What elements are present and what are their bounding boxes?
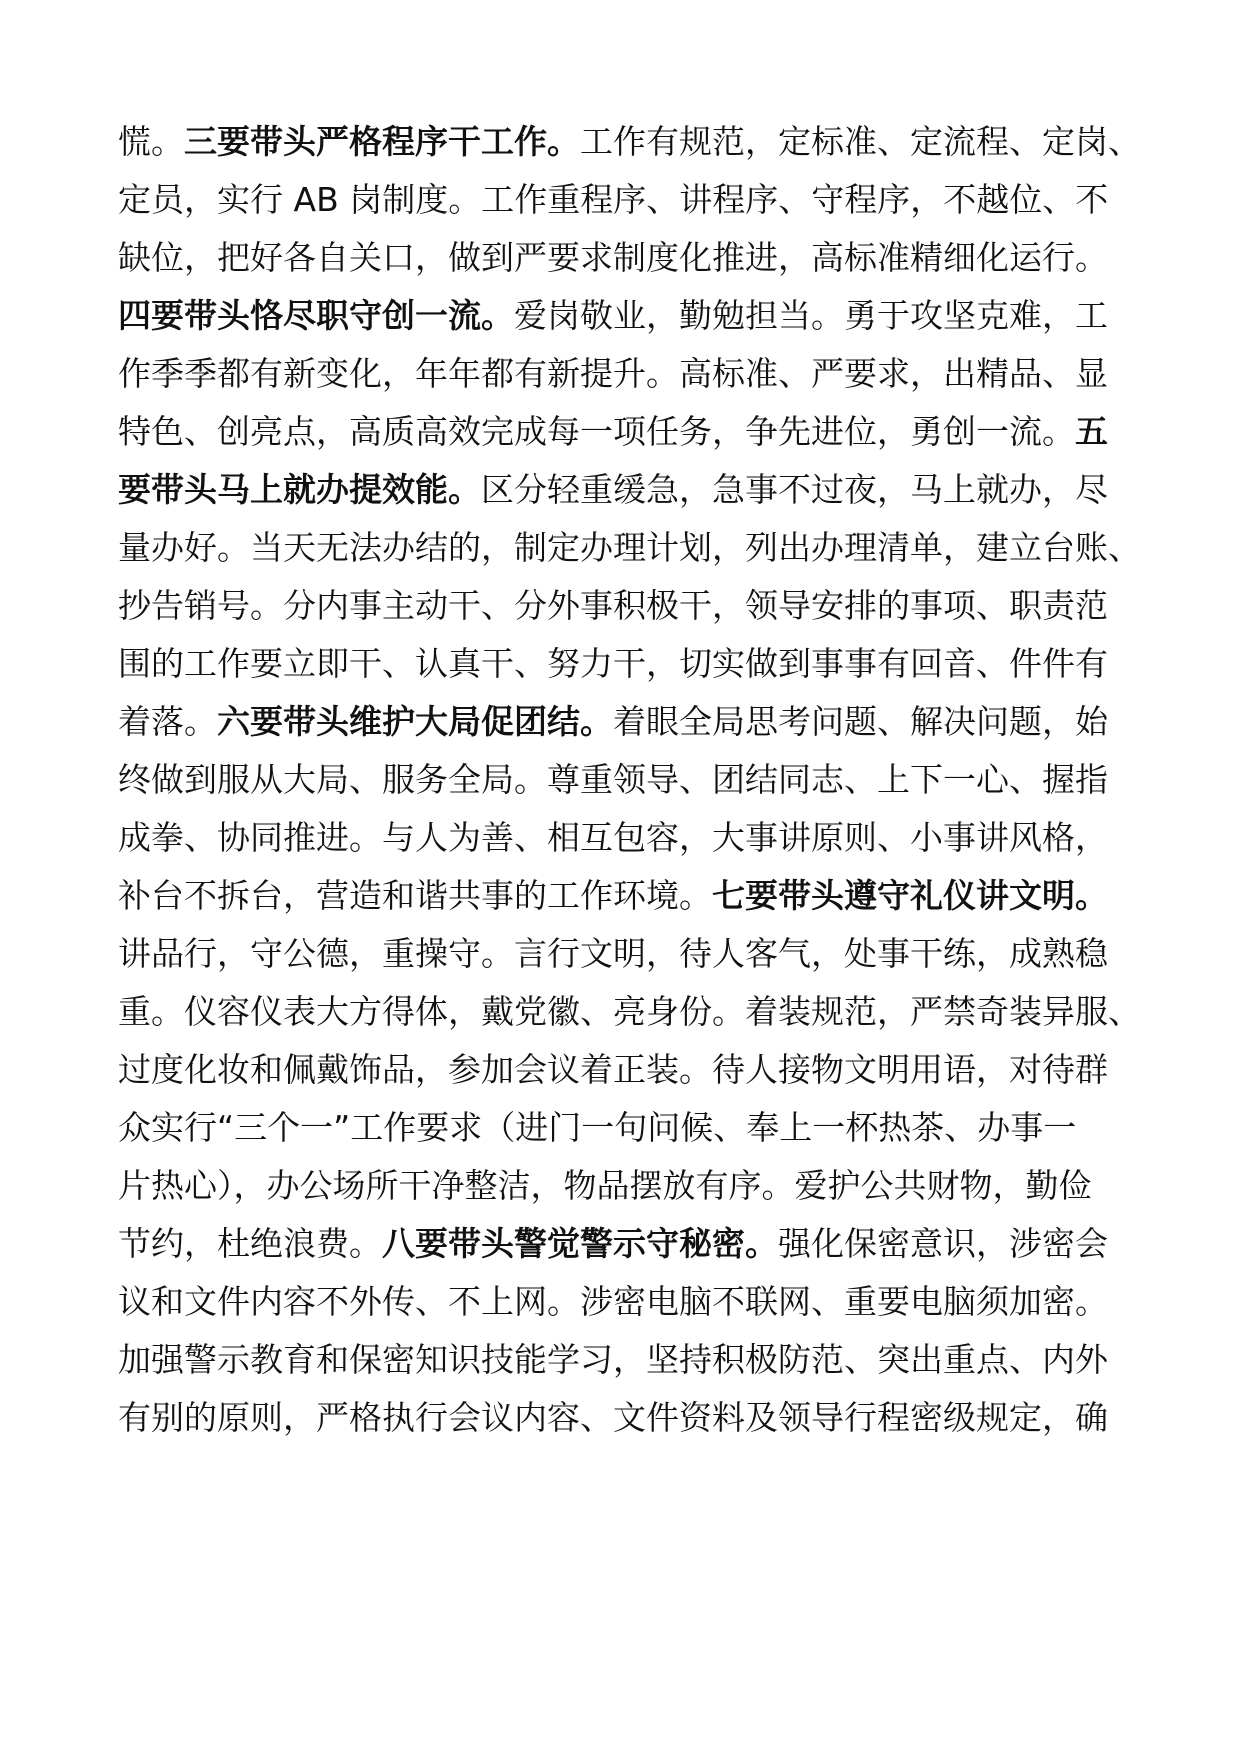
text-run: 围的工作要立即干、认真干、努力干，切实做到事事有回音、件件有 [118, 644, 1108, 683]
bold-heading-run: 八要带头警觉警示守秘密。 [382, 1224, 778, 1263]
text-line [118, 1212, 1128, 1276]
text-run: 议和文件内容不外传、不上网。涉密电脑不联网、重要电脑须加密。 [118, 1282, 1108, 1321]
bold-heading-run: 七要带头遵守礼仪讲文明。 [712, 876, 1108, 915]
text-run: 片热心），办公场所干净整洁，物品摆放有序。爱护公共财物，勤俭 [118, 1166, 1092, 1205]
text-line [118, 1038, 1128, 1102]
text-run: 终做到服从大局、服务全局。尊重领导、团结同志、上下一心、握指 [118, 760, 1108, 799]
text-line [118, 980, 1141, 1044]
bold-heading-run: 六要带头维护大局促团结。 [217, 702, 613, 741]
text-run: 加强警示教育和保密知识技能学习，坚持积极防范、突出重点、内外 [118, 1340, 1108, 1379]
text-run: 作季季都有新变化，年年都有新提升。高标准、严要求，出精品、显 [118, 354, 1108, 393]
text-run: 量办好。当天无法办结的，制定办理计划，列出办理清单，建立台账、 [118, 528, 1141, 567]
text-line [118, 516, 1141, 580]
text-line [118, 922, 1128, 986]
text-line [118, 1154, 1128, 1218]
text-run: 着眼全局思考问题、解决问题，始 [613, 702, 1108, 741]
text-run: 定员，实行 AB 岗制度。工作重程序、讲程序、守程序，不越位、不 [118, 180, 1109, 219]
text-line [118, 806, 1128, 870]
bold-heading-run: 五 [1075, 412, 1108, 451]
bold-heading-run: 要带头马上就办提效能。 [118, 470, 481, 509]
text-line [118, 1386, 1128, 1450]
text-run: 有别的原则，严格执行会议内容、文件资料及领导行程密级规定，确 [118, 1398, 1108, 1437]
text-run: 爱岗敬业，勤勉担当。勇于攻坚克难，工 [514, 296, 1108, 335]
text-line [118, 168, 1128, 232]
text-line [118, 864, 1128, 928]
text-run: 重。仪容仪表大方得体，戴党徽、亮身份。着装规范，严禁奇装异服、 [118, 992, 1141, 1031]
text-run: 众实行“三个一”工作要求（进门一句问候、奉上一杯热茶、办事一 [118, 1108, 1077, 1147]
text-run: 工作有规范，定标准、定流程、定岗、 [580, 122, 1141, 161]
text-line [118, 574, 1128, 638]
text-line [118, 342, 1128, 406]
text-run: 着落。 [118, 702, 217, 741]
text-line [118, 284, 1128, 348]
text-line [118, 110, 1141, 174]
text-line [118, 1328, 1128, 1392]
text-line [118, 400, 1128, 464]
text-run: 过度化妆和佩戴饰品，参加会议着正装。待人接物文明用语，对待群 [118, 1050, 1108, 1089]
text-run: 缺位，把好各自关口，做到严要求制度化推进，高标准精细化运行。 [118, 238, 1108, 277]
text-line [118, 226, 1128, 290]
text-run: 强化保密意识，涉密会 [778, 1224, 1108, 1263]
text-run: 讲品行，守公德，重操守。言行文明，待人客气，处事干练，成熟稳 [118, 934, 1108, 973]
text-line [118, 1096, 1128, 1160]
text-run: 区分轻重缓急，急事不过夜，马上就办，尽 [481, 470, 1108, 509]
bold-heading-run: 四要带头恪尽职守创一流。 [118, 296, 514, 335]
text-run: 抄告销号。分内事主动干、分外事积极干，领导安排的事项、职责范 [118, 586, 1108, 625]
text-run: 慌。 [118, 122, 184, 161]
text-run: 特色、创亮点，高质高效完成每一项任务，争先进位，勇创一流。 [118, 412, 1075, 451]
text-line [118, 632, 1128, 696]
text-line [118, 690, 1128, 754]
text-line [118, 1270, 1128, 1334]
text-line [118, 458, 1128, 522]
text-run: 补台不拆台，营造和谐共事的工作环境。 [118, 876, 712, 915]
text-run: 节约，杜绝浪费。 [118, 1224, 382, 1263]
text-line [118, 748, 1128, 812]
bold-heading-run: 三要带头严格程序干工作。 [184, 122, 580, 161]
text-run: 成拳、协同推进。与人为善、相互包容，大事讲原则、小事讲风格， [118, 818, 1108, 857]
